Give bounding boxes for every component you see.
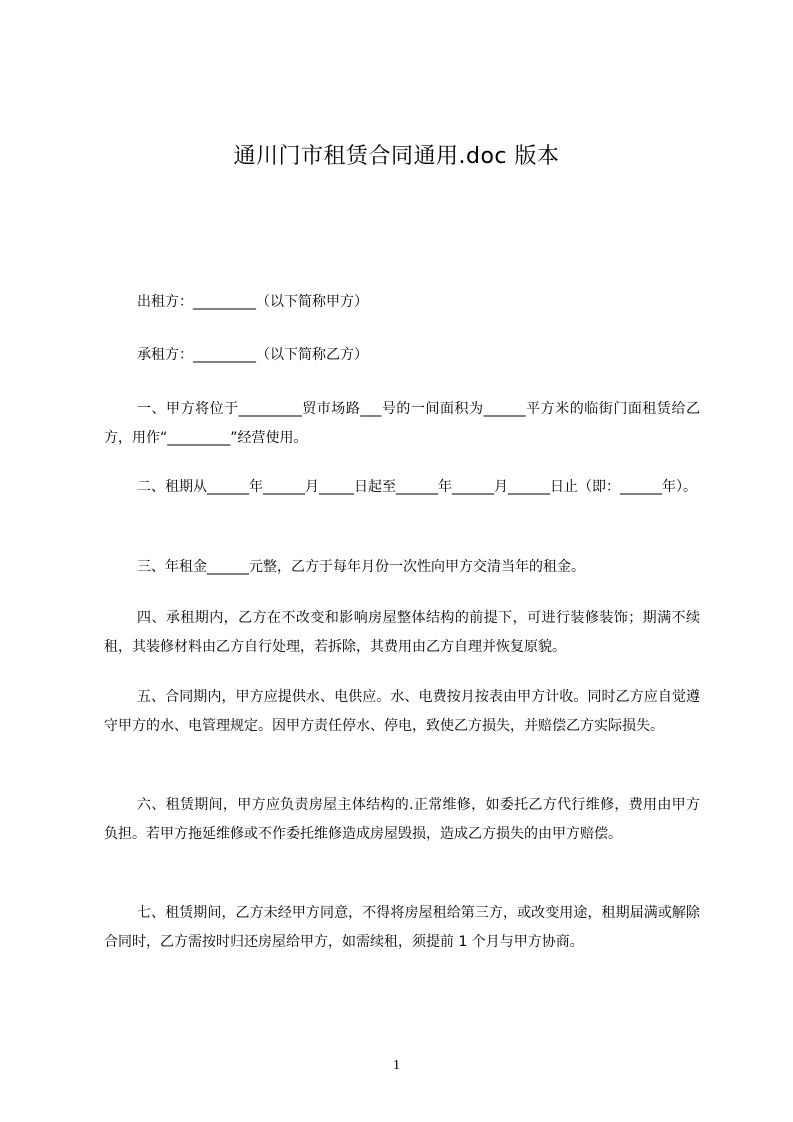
document-title: 通川门市租赁合同通用.doc 版本: [233, 144, 560, 169]
lessor-line: 出租方：_________（以下简称甲方）: [137, 294, 368, 310]
clause-5: 五、合同期内，甲方应提供水、电供应。水、电费按月按表由甲方计收。同时乙方应自觉遵守甲方的水、电管理规定。因甲方责任停水、停电，致使乙方损失，并赔偿乙方实际损失。: [104, 689, 700, 734]
clause-6: 六、租赁期间，甲方应负责房屋主体结构的.正常维修，如委托乙方代行维修，费用由甲方负担。若甲方拖延维修或不作委托维修造成房屋毁损，造成乙方损失的由甲方赔偿。: [104, 797, 700, 842]
page-number: 1: [393, 1058, 400, 1073]
clause-3: 三、年租金______元整，乙方于每年月份一次性向甲方交清当年的租金。: [137, 559, 585, 575]
clause-1: 一、甲方将位于_________贸市场路___号的一间面积为______平方米的临街门面租赁给乙方，用作“_________”经营使用。: [104, 401, 700, 446]
lessee-line: 承租方：_________（以下简称乙方）: [137, 347, 368, 363]
clause-2: 二、租期从______年______月_____日起至______年______月______日止（即：______年）。: [137, 479, 697, 495]
clause-4: 四、承租期内，乙方在不改变和影响房屋整体结构的前提下，可进行装修装饰；期满不续租，其装修材料由乙方自行处理，若拆除，其费用由乙方自理并恢复原貌。: [104, 610, 700, 655]
clause-7: 七、租赁期间，乙方未经甲方同意，不得将房屋租给第三方，或改变用途，租期届满或解除合同时，乙方需按时归还房屋给甲方，如需续租，须提前 1 个月与甲方协商。: [104, 905, 700, 950]
